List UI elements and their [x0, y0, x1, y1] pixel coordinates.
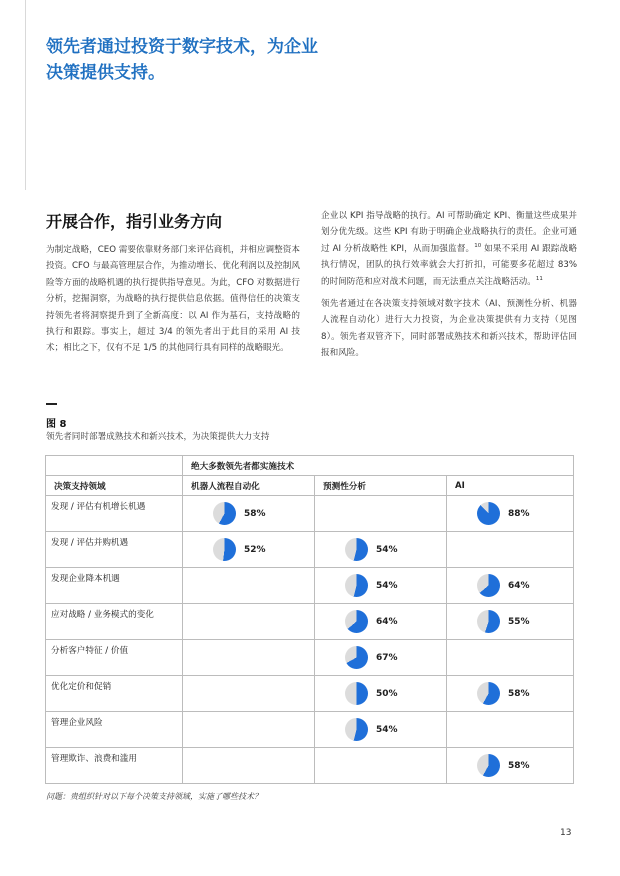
- column-header-ai: AI: [447, 476, 574, 496]
- section-title: 开展合作，指引业务方向: [46, 212, 223, 231]
- right-column: [321, 208, 577, 368]
- table-top-header: 绝大多数领先者都实施技术: [183, 456, 574, 476]
- area-label: 管理企业风险: [46, 712, 183, 748]
- percent-label: 52%: [244, 544, 266, 555]
- table-row: [46, 640, 574, 676]
- value-cell: [183, 532, 315, 568]
- value-cell: [447, 496, 574, 532]
- pie-chart-icon: [477, 682, 500, 705]
- pie-with-label: [315, 574, 446, 597]
- pie-with-label: [447, 682, 573, 705]
- table-row: [46, 568, 574, 604]
- value-cell: [315, 604, 447, 640]
- percent-label: 55%: [508, 616, 530, 627]
- footnote-ref-10: 10: [474, 242, 482, 249]
- pie-chart-icon: [345, 574, 368, 597]
- figure-label: 图 8: [46, 419, 67, 430]
- pie-with-label: [447, 610, 573, 633]
- value-cell: [447, 712, 574, 748]
- value-cell: [447, 532, 574, 568]
- value-cell: [183, 676, 315, 712]
- value-cell: [315, 496, 447, 532]
- pie-with-label: [315, 538, 446, 561]
- table-row: [46, 532, 574, 568]
- pie-chart-icon: [345, 646, 368, 669]
- area-label: 管理欺诈、浪费和滥用: [46, 748, 183, 784]
- left-column: [46, 242, 300, 363]
- figure-table: [45, 455, 574, 784]
- pie-chart-icon: [345, 682, 368, 705]
- pie-chart-icon: [477, 574, 500, 597]
- value-cell: [315, 676, 447, 712]
- pie-with-label: [315, 718, 446, 741]
- value-cell: [447, 676, 574, 712]
- page-headline: 领先者通过投资于数字技术，为企业决策提供支持。: [46, 37, 318, 83]
- percent-label: 64%: [376, 616, 398, 627]
- table-header-row: [46, 476, 574, 496]
- area-label: 应对战略 / 业务模式的变化: [46, 604, 183, 640]
- value-cell: [315, 640, 447, 676]
- percent-label: 88%: [508, 508, 530, 519]
- pie-chart-icon: [345, 538, 368, 561]
- pie-with-label: [447, 754, 573, 777]
- margin-rule: [25, 0, 26, 190]
- column-header-rpa: 机器人流程自动化: [183, 476, 315, 496]
- pie-with-label: [315, 646, 446, 669]
- value-cell: [183, 496, 315, 532]
- percent-label: 67%: [376, 652, 398, 663]
- percent-label: 54%: [376, 544, 398, 555]
- survey-question: 问题：贵组织针对以下每个决策支持领域，实施了哪些技术？: [46, 792, 262, 801]
- table-row: [46, 604, 574, 640]
- table-row: [46, 748, 574, 784]
- value-cell: [183, 748, 315, 784]
- value-cell: [183, 640, 315, 676]
- pie-chart-icon: [477, 754, 500, 777]
- percent-label: 58%: [244, 508, 266, 519]
- percent-label: 54%: [376, 724, 398, 735]
- pie-chart-icon: [345, 610, 368, 633]
- percent-label: 58%: [508, 688, 530, 699]
- pie-with-label: [315, 610, 446, 633]
- figure-caption: 领先者同时部署成熟技术和新兴技术，为决策提供大力支持: [46, 432, 270, 442]
- pie-chart-icon: [345, 718, 368, 741]
- footnote-ref-11: 11: [535, 275, 543, 282]
- area-label: 分析客户特征 / 价值: [46, 640, 183, 676]
- percent-label: 58%: [508, 760, 530, 771]
- table-body: [46, 496, 574, 784]
- value-cell: [183, 568, 315, 604]
- page-number: 13: [560, 828, 572, 838]
- value-cell: [315, 712, 447, 748]
- pie-chart-icon: [213, 502, 236, 525]
- value-cell: [183, 712, 315, 748]
- pie-with-label: [315, 682, 446, 705]
- value-cell: [315, 532, 447, 568]
- column-header-predictive: 预测性分析: [315, 476, 447, 496]
- right-paragraph-1b-text: 如果不采用 AI 跟踪战略执行情况，团队的执行效率就会大打折扣，可能要多花超过 83% 的时间防范和应对战术问题，而无法重点关注战略活动。: [321, 243, 577, 287]
- value-cell: [183, 604, 315, 640]
- pie-chart-icon: [477, 502, 500, 525]
- area-label: 发现企业降本机遇: [46, 568, 183, 604]
- pie-chart-icon: [477, 610, 500, 633]
- table-row: [46, 712, 574, 748]
- pie-with-label: [183, 538, 314, 561]
- percent-label: 50%: [376, 688, 398, 699]
- area-label: 发现 / 评估有机增长机遇: [46, 496, 183, 532]
- table-top-header-row: [46, 456, 574, 476]
- right-paragraph-1: [321, 208, 577, 290]
- left-paragraph: 为制定战略，CEO 需要依靠财务部门来评估商机，并相应调整资本投资。CFO 与最高管理层合作，为推动增长、优化利润以及控制风险等方面的战略机遇的执行提供指导意见。为此，CFO 对数据进行分析，挖掘洞察，为战略的执行提供信息依据。值得信任的决策支持领先者将洞察提升到了全新高度：以 AI 作为基石，支持战略的执行和跟踪。事实上，超过 3/4 的领先者出于此目的采用 AI 技术；相比之下，仅有不足 1/5 的其他同行具有同样的战略眼光。: [46, 245, 300, 354]
- value-cell: [447, 640, 574, 676]
- value-cell: [447, 568, 574, 604]
- value-cell: [315, 568, 447, 604]
- value-cell: [447, 604, 574, 640]
- table-row: [46, 496, 574, 532]
- right-paragraph-2: 领先者通过在各决策支持领域对数字技术（AI、预测性分析、机器人流程自动化）进行大力投资，为企业决策提供有力支持（见图 8）。领先者双管齐下，同时部署成熟技术和新兴技术，帮助评估回报和风险。: [321, 299, 577, 359]
- pie-with-label: [447, 502, 573, 525]
- value-cell: [315, 748, 447, 784]
- table-corner: [46, 456, 183, 476]
- area-label: 发现 / 评估并购机遇: [46, 532, 183, 568]
- value-cell: [447, 748, 574, 784]
- area-label: 优化定价和促销: [46, 676, 183, 712]
- pie-with-label: [447, 574, 573, 597]
- area-header: 决策支持领域: [46, 476, 183, 496]
- right-paragraph-1-text: 企业以 KPI 指导战略的执行。AI 可帮助确定 KPI、衡量这些成果并划分优先级。这些 KPI 有助于明确企业战略执行的责任。企业可通过 AI 分析战略性 KPI，从而加强监督。: [321, 211, 577, 254]
- pie-chart-icon: [213, 538, 236, 561]
- table-row: [46, 676, 574, 712]
- figure-dash: [46, 403, 57, 405]
- percent-label: 64%: [508, 580, 530, 591]
- pie-with-label: [183, 502, 314, 525]
- percent-label: 54%: [376, 580, 398, 591]
